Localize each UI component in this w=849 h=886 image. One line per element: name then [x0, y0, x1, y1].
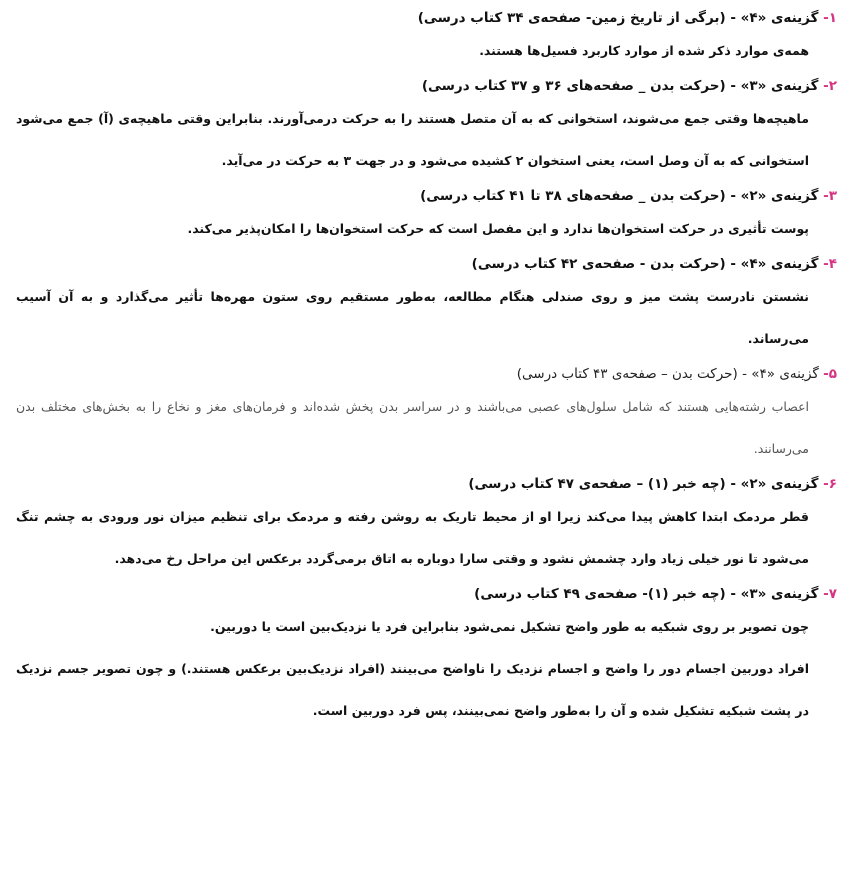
answer-explanation: قطر مردمک ابتدا کاهش پیدا می‌کند زیرا او از محیط تاریک به روشن رفته و مردمک برای تنظیم میزان نور ورودی به چشم تنگ می‌شود تا نور خیلی زیاد وارد چشمش نشود و وقتی سارا دوباره به اتاق برمی‌گردد برعکس این مراحل رخ می‌دهد.	[16, 509, 809, 566]
answer-heading	[16, 6, 837, 30]
answer-explanation: افراد دوربین اجسام دور را واضح و اجسام نزدیک را ناواضح می‌بینند (افراد نزدیک‌بین برعکس هستند.) و چون تصویر جسم نزدیک در پشت شبکیه تشکیل شده و آن را به‌طور واضح نمی‌بینند، پس فرد دوربین است.	[16, 661, 809, 718]
answer-item-1	[16, 6, 837, 72]
answer-number: ۲-	[823, 78, 837, 94]
answer-item-6	[16, 472, 837, 580]
answer-heading	[16, 472, 837, 496]
answer-heading-text: گزینه‌ی «۳» - (چه خبر (۱)- صفحه‌ی ۴۹ کتاب درسی)	[474, 586, 819, 602]
answer-heading-text: گزینه‌ی «۳» - (حرکت بدن _ صفحه‌های ۳۶ و ۳۷ کتاب درسی)	[421, 78, 819, 94]
answer-explanation: همه‌ی موارد ذکر شده از موارد کاربرد فسیل‌ها هستند.	[479, 43, 809, 58]
answer-explanation: اعصاب رشته‌هایی هستند که شامل سلول‌های عصبی می‌باشند و در سراسر بدن پخش شده‌اند و فرمان‌های مغز و نخاع را به بخش‌های مختلف بدن می‌رسانند.	[16, 399, 809, 456]
answer-heading-text: گزینه‌ی «۴» - (حرکت بدن – صفحه‌ی ۴۳ کتاب درسی)	[516, 366, 819, 382]
answer-heading	[16, 582, 837, 606]
answer-item-2	[16, 74, 837, 182]
answer-number: ۶-	[823, 476, 837, 492]
answer-heading	[16, 184, 837, 208]
answer-item-7	[16, 582, 837, 732]
answer-heading	[16, 362, 837, 386]
answer-number: ۳-	[823, 188, 837, 204]
answer-heading-text: گزینه‌ی «۴» - (حرکت بدن - صفحه‌ی ۴۲ کتاب درسی)	[471, 256, 819, 272]
answer-number: ۵-	[823, 366, 837, 382]
answer-number: ۴-	[823, 256, 837, 272]
answer-item-5	[16, 362, 837, 470]
answer-heading-text: گزینه‌ی «۲» - (چه خبر (۱) – صفحه‌ی ۴۷ کتاب درسی)	[468, 476, 819, 492]
answer-explanation: پوست تأثیری در حرکت استخوان‌ها ندارد و این مفصل است که حرکت استخوان‌ها را امکان‌پذیر می‌کند.	[187, 221, 809, 236]
answer-heading-text: گزینه‌ی «۴» - (برگی از تاریخ زمین- صفحه‌ی ۳۴ کتاب درسی)	[417, 10, 819, 26]
answer-heading	[16, 74, 837, 98]
answer-heading	[16, 252, 837, 276]
answer-item-4	[16, 252, 837, 360]
answer-number: ۱-	[823, 10, 837, 26]
answer-explanation: چون تصویر بر روی شبکیه به طور واضح تشکیل نمی‌شود بنابراین فرد یا نزدیک‌بین است یا دوربین.	[210, 619, 809, 634]
answer-item-3	[16, 184, 837, 250]
answer-number: ۷-	[823, 586, 837, 602]
answer-explanation: نشستن نادرست پشت میز و روی صندلی هنگام مطالعه، به‌طور مستقیم روی ستون مهره‌ها تأثیر می‌گذارد و به آن آسیب می‌رساند.	[16, 289, 809, 346]
answer-explanation: ماهیچه‌ها وقتی جمع می‌شوند، استخوانی که به آن متصل هستند را به حرکت درمی‌آورند. بنابراین وقتی ماهیچه‌ی (آ) جمع می‌شود استخوانی که به آن وصل است، یعنی استخوان ۲ کشیده می‌شود و در جهت ۳ به حرکت در می‌آید.	[16, 111, 809, 168]
answer-heading-text: گزینه‌ی «۲» - (حرکت بدن _ صفحه‌های ۳۸ تا ۴۱ کتاب درسی)	[420, 188, 819, 204]
